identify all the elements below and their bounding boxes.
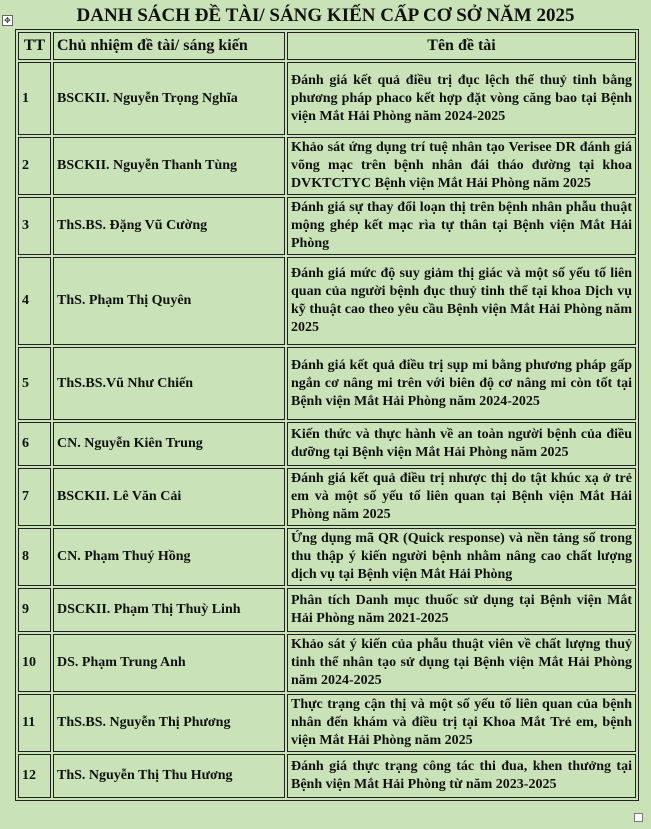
header-stt: TT [18,32,51,60]
row-stt: 11 [18,694,51,752]
table-move-handle-icon[interactable]: ✥ [2,15,13,26]
row-stt: 5 [18,347,51,420]
row-person: BSCKII. Nguyễn Thanh Tùng [53,137,285,195]
row-topic: Thực trạng cận thị và một số yếu tố liên quan của bệnh nhân đến khám và điều trị tại Khoa Mắt Trẻ em, bệnh viện Mắt Hải Phòng năm 2025 [287,694,636,752]
row-topic: Khảo sát ý kiến của phẫu thuật viên về chất lượng thuỷ tinh thể nhân tạo sử dụng tại Bệnh viện Mắt Hải Phòng năm 2024-2025 [287,634,636,692]
row-person: ThS.BS.Vũ Như Chiến [53,347,285,420]
row-topic: Đánh giá kết quả điều trị nhược thị do tật khúc xạ ở trẻ em và một số yếu tố liên quan tại Bệnh viện Mắt Hải Phòng năm 2025 [287,468,636,526]
row-topic: Đánh giá sự thay đổi loạn thị trên bệnh nhân phẫu thuật mộng ghép kết mạc rìa tự thân tại Bệnh viện Mắt Hải Phòng [287,197,636,255]
row-person: DS. Phạm Trung Anh [53,634,285,692]
table-row [18,257,636,345]
row-stt: 2 [18,137,51,195]
row-topic: Ứng dụng mã QR (Quick response) và nền tảng số trong thu thập ý kiến người bệnh nhằm nâng cao chất lượng dịch vụ tại Bệnh viện Mắt Hải Phòng [287,528,636,586]
row-stt: 12 [18,754,51,798]
table-row [18,528,636,586]
row-person: BSCKII. Nguyễn Trọng Nghĩa [53,62,285,135]
document-title: DANH SÁCH ĐỀ TÀI/ SÁNG KIẾN CẤP CƠ SỞ NĂM 2025 [76,5,575,26]
row-topic: Khảo sát ứng dụng trí tuệ nhân tạo Verisee DR đánh giá võng mạc trên bệnh nhân đái tháo đường tại khoa DVKTCTYC Bệnh viện Mắt Hải Phòng năm 2025 [287,137,636,195]
header-person: Chủ nhiệm đề tài/ sáng kiến [53,32,285,60]
header-topic: Tên đề tài [287,32,636,60]
row-person: ThS.BS. Nguyễn Thị Phương [53,694,285,752]
row-topic: Đánh giá kết quả điều trị sụp mi bằng phương pháp gấp ngắn cơ nâng mi trên với biên độ cơ nâng mi còn tốt tại Bệnh viện Mắt Hải Phòng năm 2024-2025 [287,347,636,420]
row-stt: 4 [18,257,51,345]
row-person: ThS.BS. Đặng Vũ Cường [53,197,285,255]
table-row [18,634,636,692]
table-header-row [18,32,636,60]
row-person: BSCKII. Lê Văn Cải [53,468,285,526]
table-resize-handle-icon[interactable] [634,813,643,822]
row-stt: 9 [18,588,51,632]
row-topic: Đánh giá mức độ suy giảm thị giác và một số yếu tố liên quan của người bệnh đục thuỷ tinh thể tại khoa Dịch vụ kỹ thuật cao theo yêu cầu Bệnh viện Mắt Hải Phòng năm 2025 [287,257,636,345]
table-row [18,347,636,420]
row-topic: Đánh giá thực trạng công tác thi đua, khen thưởng tại Bệnh viện Mắt Hải Phòng từ năm 2023-2025 [287,754,636,798]
table-row [18,422,636,466]
table-row [18,62,636,135]
table-row [18,197,636,255]
table-row [18,754,636,798]
table-row [18,468,636,526]
row-person: ThS. Nguyễn Thị Thu Hương [53,754,285,798]
table-row [18,137,636,195]
row-person: DSCKII. Phạm Thị Thuỳ Linh [53,588,285,632]
row-topic: Kiến thức và thực hành về an toàn người bệnh của điều dưỡng tại Bệnh viện Mắt Hải Phòng năm 2025 [287,422,636,466]
row-stt: 3 [18,197,51,255]
table-row [18,588,636,632]
row-topic: Đánh giá kết quả điều trị đục lệch thể thuỷ tinh bằng phương pháp phaco kết hợp đặt vòng căng bao tại Bệnh viện Mắt Hải Phòng năm 2024-2025 [287,62,636,135]
row-stt: 7 [18,468,51,526]
row-person: ThS. Phạm Thị Quyên [53,257,285,345]
row-stt: 8 [18,528,51,586]
row-person: CN. Nguyễn Kiên Trung [53,422,285,466]
topics-table [15,29,639,801]
row-person: CN. Phạm Thuý Hồng [53,528,285,586]
row-stt: 1 [18,62,51,135]
row-topic: Phân tích Danh mục thuốc sử dụng tại Bệnh viện Mắt Hải Phòng năm 2021-2025 [287,588,636,632]
row-stt: 10 [18,634,51,692]
row-stt: 6 [18,422,51,466]
table-row [18,694,636,752]
